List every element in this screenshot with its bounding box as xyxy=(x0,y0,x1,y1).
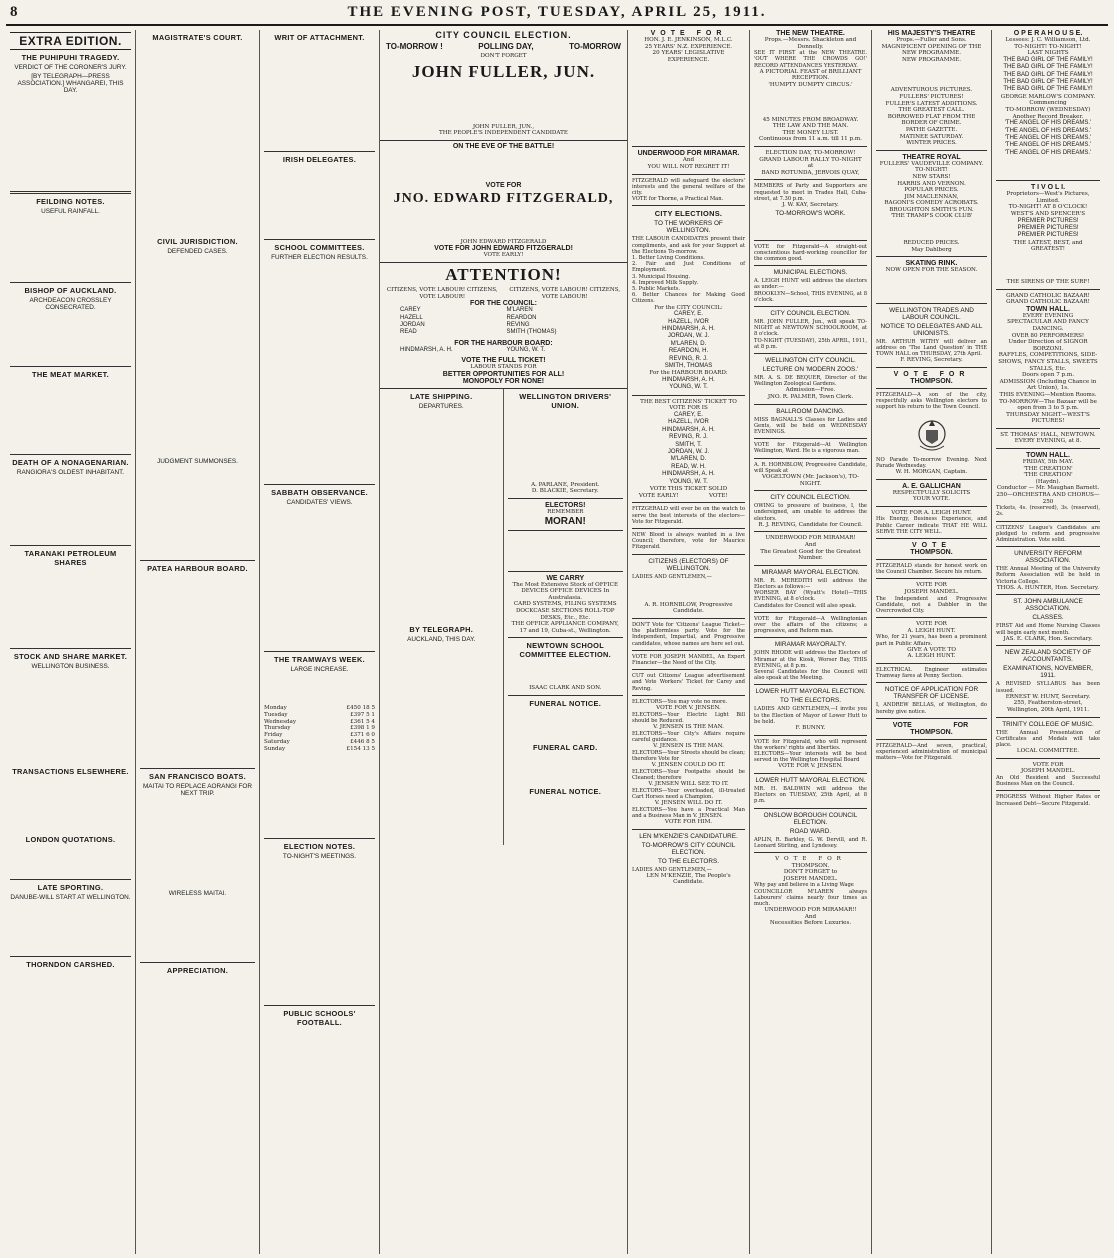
ad-body xyxy=(754,219,867,237)
remember: REMEMBER xyxy=(547,508,584,515)
column-1 xyxy=(6,30,136,1254)
council-candidate: READ xyxy=(400,329,417,336)
column-3 xyxy=(260,30,380,1254)
candidate-signature: JOHN FULLER, JUN., xyxy=(472,123,535,130)
electors-heading: ELECTORS! xyxy=(545,501,586,509)
article-body xyxy=(10,569,131,645)
labour-ticket-ad xyxy=(380,265,627,389)
writ-heading: WRIT OF ATTACHMENT. xyxy=(274,33,365,42)
full-ticket: VOTE THE FULL TICKET! xyxy=(461,357,546,365)
candidate-name: JOHN FULLER, JUN. xyxy=(411,61,596,81)
stock-subheading: WELLINGTON BUSINESS. xyxy=(31,663,110,670)
article-body xyxy=(10,478,131,542)
no-regret: YOU WILL NOT REGRET IT! xyxy=(647,163,730,170)
theatre-royal: THEATRE ROYAL xyxy=(902,153,961,161)
civil-heading: CIVIL JURISDICTION. xyxy=(157,237,238,246)
moran: MORAN! xyxy=(544,515,586,527)
column-4-lower xyxy=(380,389,504,845)
bishop-heading: BISHOP OF AUCKLAND. xyxy=(24,286,117,295)
feilding-subheading: USEFUL RAINFALL. xyxy=(41,208,100,215)
tomorrow-right: TO-MORROW xyxy=(569,42,621,51)
vote-fitzgerald: VOTE FOR JOHN EDWARD FITZGERALD! xyxy=(434,245,573,253)
legislative: 20 YEARS' LEGISLATIVE EXPERIENCE. xyxy=(652,50,725,63)
platform-list: 1. Better Living Conditions. 2. Fair and Just Conditions of Employment. 3. Municipal Housing. 4. Improved Milk Supply. 5. Public Markets. 6. Better Chances for Making Good Citizens. xyxy=(632,254,745,305)
harbour-candidate: HINDMARSH, A. H. xyxy=(400,346,453,353)
page-number: 8 xyxy=(10,4,18,20)
departures-subheading: DEPARTURES. xyxy=(418,402,464,410)
polling-day: POLLING DAY, xyxy=(478,42,534,51)
wireless-subheading: WIRELESS MAITAI. xyxy=(168,890,227,897)
column-2 xyxy=(136,30,260,1254)
experience: 25 YEARS' N.Z. EXPERIENCE. xyxy=(644,43,733,50)
article-body xyxy=(10,381,131,451)
tragedy-byline: [BY TELEGRAPH—PRESS ASSOCIATION.] WHANGAREI, THIS DAY. xyxy=(17,73,124,94)
isaac-clark: ISAAC CLARK AND SON. xyxy=(529,685,602,692)
article-body xyxy=(140,44,255,234)
blackie: D. BLACKIE, Secretary. xyxy=(531,488,599,495)
shipping-heading: LATE SHIPPING. xyxy=(410,391,473,401)
civil-subheading: DEFENDED CASES. xyxy=(167,248,228,255)
new-theatre: THE NEW THEATRE. xyxy=(776,30,845,37)
drivers-union-heading: WELLINGTON DRIVERS' UNION. xyxy=(519,391,612,410)
article-body xyxy=(264,44,375,148)
table-row: Wednesday £361 5 4 xyxy=(264,718,375,725)
article-body xyxy=(264,508,375,648)
vote-this-ticket: VOTE THIS TICKET SOLID xyxy=(649,486,728,493)
sf-subheading: MAITAI TO REPLACE AORANGI FOR NEXT TRIP. xyxy=(142,783,253,797)
office-devices: The Most Extensive Stock of OFFICE DEVICES OFFICE DEVICES In Australasia. xyxy=(512,581,619,601)
appreciation-heading: APPRECIATION. xyxy=(166,966,229,975)
attention-heading: ATTENTION! xyxy=(445,264,562,284)
article-body xyxy=(10,217,131,279)
tramways-subheading: LARGE INCREASE. xyxy=(290,666,349,673)
ad-body xyxy=(876,63,987,87)
article-body xyxy=(508,661,624,685)
feilding-heading: FEILDING NOTES. xyxy=(36,197,105,206)
ad-body xyxy=(876,220,987,240)
ad-body xyxy=(876,274,987,300)
article-body xyxy=(508,798,624,838)
dont-forget: DON'T FORGET xyxy=(480,53,527,59)
bishop-subheading: ARCHDEACON CROSSLEY CONSECRATED. xyxy=(29,297,112,311)
ad-body xyxy=(380,150,627,182)
article-body xyxy=(140,899,255,959)
sf-heading: SAN FRANCISCO BOATS. xyxy=(148,772,246,781)
taranaki-heading: TARANAKI PETROLEUM SHARES xyxy=(24,549,117,567)
tramways-heading: THE TRAMWAYS WEEK. xyxy=(274,655,365,664)
article-body xyxy=(10,778,131,832)
ad-body xyxy=(632,580,745,602)
election-heading: ELECTION NOTES. xyxy=(283,841,356,851)
article-body xyxy=(264,755,375,835)
gallichan: A. E. GALLICHAN xyxy=(902,482,961,490)
ad-body xyxy=(754,89,867,117)
election-ad-fuller xyxy=(380,30,627,141)
column-5-lower xyxy=(504,389,628,845)
article-body xyxy=(384,645,499,845)
column-7: THE NEW THEATRE. Props.—Messrs. Shackleton and Donnelly. SEE IT FIRST at the NEW THEATRE. 'OUT WHERE THE CROWDS GO!' RECORD ATTENDANCES YESTERDAY. A PICTORIAL FEAST of BRILLIANT RECEPTION. 'HUMPTY DUMPTY CIRCUS.' 45 MINUTES FROM BROADWAY. THE LAW AND THE MAN. THE MONEY LUST. Continuous from 11 a.m. till 11 p.m. ELECTION DAY, TO-MORROW! GRAND LABOUR RALLY TO-NIGHT at BAND ROTUNDA, JERVOIS QUAY, MEMBERS of Party and Supporters are requested to meet in Trades Hall, Cuba-street, at 7.30 p.m. J. W. KAY, Secretary. TO-MORROW'S WORK. VOTE for Fitzgerald—A straight-out conscientious hard-working councillor for the common good. MUNICIPAL ELECTIONS. A. LEIGH HUNT will address the electors as under:— BROOKLYN—School, THIS EVENING, at 8 o'clock. CITY COUNCIL ELECTION. MR. JOHN FULLER, Jun., will speak TO-NIGHT at NEWTOWN SCHOOLROOM, at 8 o'clock. TO-NIGHT (TUESDAY), 25th APRIL, 1911, at 8 p.m. WELLINGTON CITY COUNCIL. LECTURE ON 'MODERN ZOOS.' MR. A. S. DE BEQUER, Director of the Wellington Zoological Gardens. Admission—Free. JNO. R. PALMER, Town Clerk. BALLROOM DANCING. MISS BAGNALL'S Classes for Ladies and Gents, will be held on WEDNESDAY EVENINGS. VOTE for Fitzgerald—At Wellington Wellington, Ward. He is a vigorous man. A. R. HORNBLOW, Progressive Candidate, will Speak at VOGELTOWN (Mr. Jackson's), TO-NIGHT. CITY COUNCIL ELECTION. OWING to pressure of business, I, the undersigned, am unable to address the electors. R. J. REVING, Candidate for Council. UNDERWOOD FOR MIRAMAR! And The Greatest Good for the Greatest Number. MIRAMAR MAYORAL ELECTION. MR. R. MEREDITH will address the Electors as follows:— WORSER BAY (Wyatt's Hotel)—THIS EVENING, at 8 o'clock. Candidates for Council will also speak. VOTE for Fitzgerald—A Wellingtonian over the affairs of the citizens; a progressive, and Reform man. MIRAMAR MAYORALTY. JOHN RHODE will address the Electors of Miramar at the Kiosk, Worser Bay, THIS EVENING, at 8 p.m. Several Candidates for the Council will also speak at the Meeting. LOWER HUTT MAYORAL ELECTION. TO THE ELECTORS. LADIES AND GENTLEMEN,—I invite you to the Election of Mayor of Lower Hutt to be held. F. BUNNY. VOTE for Fitzgerald, who will represent the workers' rights and liberties. ELECTORS—Your interests will be best served in the Wellington Hospital Board VOTE FOR V. JENSEN. LOWER HUTT MAYORAL ELECTION. MR. H. BALDWIN will address the Electors on TUESDAY, 25th April, at 8 p.m. ONSLOW BOROUGH COUNCIL ELECTION. ROAD WARD. APLIN, R. Barkley, G. W. Dervill, and R. Leonard Stirling, and Lyndesey. VOTE FOR THOMPSON. DON'T FORGET to JOSEPH MANDEL. Why pay and believe in a Living Wage COUNCILLOR M'LAREN always Labourers' claims nearly four times as much. UNDERWOOD FOR MIRAMAR!! And Necessities Before Luxuries. xyxy=(750,30,872,1254)
article-body xyxy=(508,412,624,482)
table-row: Tuesday £397 5 1 xyxy=(264,711,375,718)
tomorrow-left: TO-MORROW ! xyxy=(386,42,443,51)
tragedy-subheading: VERDICT OF THE CORONER'S JURY. xyxy=(14,64,127,71)
thorndon-heading: THORNDON CARSHED. xyxy=(26,960,115,969)
columns-4-5 xyxy=(380,30,628,1254)
ad-body xyxy=(996,253,1100,279)
patea-heading: PATEA HARBOUR BOARD. xyxy=(147,564,248,573)
column-8: HIS MAJESTY'S THEATRE Props.—Fuller and Sons. MAGNIFICENT OPENING OF THE NEW PROGRAMME. NEW PROGRAMME. ADVENTUROUS PICTURES. FULLERS' PICTURES! FULLER'S LATEST ADDITIONS. THE GREATEST CALL. BORROWED FLAT FROM THE BORDER OF CRIME. PATHE GAZETTE. MATINEE SATURDAY. WINTER PRICES. THEATRE ROYAL FULLERS' VAUDEVILLE COMPANY. TO-NIGHT! NEW STARS! HARRIS AND VERNON. POPULAR PRICES. JIM MACLENNAN, RAGONI'S COMEDY ACROBATS. BROUGHTON SMITH'S FUN. 'THE TRAMP'S COOK CLUB' REDUCED PRICES. May Dahlberg SKATING RINK. NOW OPEN FOR THE SEASON. WELLINGTON TRADES AND LABOUR COUNCIL. NOTICE TO DELEGATES AND ALL UNIONISTS. MR. ARTHUR WITHY will deliver an address on 'The Land Question' in THE TOWN HALL on THURSDAY, 27th April. F. REVING, Secretary. VOTE FOR THOMPSON. FITZGERALD—A son of the city, respectfully asks Wellington electors to support his return to the Town Council. NO Parade To-morrow Evening. Next Parade Wednesday. W. H. MORGAN, Captain. A. E. GALLICHAN RESPECTFULLY SOLICITS YOUR VOTE. VOTE FOR A. LEIGH HUNT. His Energy, Business Experience, and Public Career indicate THAT HE WILL SERVE THE CITY WELL. VOTE THOMPSON. FITZGERALD stands for honest work on the Council Chamber. Secure his return. VOTE FOR JOSEPH MANDEL. The Independent and Progressive Candidate, not a Dabbler in the Overcrowded City. VOTE FOR A. LEIGH HUNT. Who, for 21 years, has been a prominent part in Public Affairs. GIVE A VOTE TO A. LEIGH HUNT. ELECTRICAL Engineer estimates Tramway fares at Penny Section. NOTICE OF APPLICATION FOR TRANSFER OF LICENSE. I, ANDREW BELLAS, of Wellington, do hereby give notice. VOTE FOR THOMPSON. FITZGERALD—And seven, practical, experienced administration of municipal matters—Vote for Fitzgerald. xyxy=(872,30,992,1254)
vote-for: VOTE FOR xyxy=(650,30,727,37)
council-candidate: CAREY xyxy=(400,307,421,314)
parlane: A. PARLANE, President. xyxy=(531,481,600,488)
for-harbour-board: FOR THE HARBOUR BOARD: xyxy=(454,339,553,347)
article-body xyxy=(508,534,624,568)
table-row: Thursday £398 1 9 xyxy=(264,725,375,732)
article-body xyxy=(140,467,255,557)
telegraph-heading: BY TELEGRAPH. xyxy=(409,624,474,634)
newtown-heading: NEWTOWN SCHOOL COMMITTEE ELECTION. xyxy=(519,641,611,660)
ad-body xyxy=(996,157,1100,177)
article-body xyxy=(140,977,255,1127)
election-ad-fitzgerald xyxy=(380,143,627,263)
school-subheading: FURTHER ELECTION RESULTS. xyxy=(271,254,368,261)
table-row: Sunday £154 13 5 xyxy=(264,745,375,752)
council-candidate: M'LAREN xyxy=(506,307,533,314)
article-body xyxy=(140,575,255,765)
table-row: Friday £371 6 0 xyxy=(264,732,375,739)
article-body xyxy=(508,754,624,784)
jenkinson: HON. J. E. JENKINSON, M.L.C. xyxy=(644,37,733,43)
council-candidate: REVING xyxy=(506,321,530,328)
transactions-heading: TRANSACTIONS ELSEWHERE. xyxy=(12,767,129,776)
fitzgerald-ad: FITZGERALD will safeguard the electors' interests and the general welfare of the city. xyxy=(632,177,745,196)
judgment-subheading: JUDGMENT SUMMONSES. xyxy=(157,458,238,465)
article-body xyxy=(10,971,131,1091)
sabbath-subheading: CANDIDATES' VIEWS. xyxy=(286,499,353,506)
eve-battle: ON THE EVE OF THE BATTLE! xyxy=(452,142,555,150)
article-body xyxy=(508,710,624,740)
to-workers: TO THE WORKERS OF WELLINGTON. xyxy=(654,220,723,235)
citizens-vote-left: CITIZENS, VOTE LABOUR! CITIZENS, VOTE LABOUR! xyxy=(386,286,498,300)
article-body xyxy=(10,96,131,188)
tramways-table xyxy=(264,705,375,753)
column-6: VOTE FOR HON. J. E. JENKINSON, M.L.C. 25 YEARS' N.Z. EXPERIENCE. 20 YEARS' LEGISLATIVE EXPERIENCE. UNDERWOOD FOR MIRAMAR. And YOU WILL NOT REGRET IT! FITZGERALD will safeguard the electors' interests and the general welfare of the city. VOTE for Thorne, a Practical Man. CITY ELECTIONS. TO THE WORKERS OF WELLINGTON. THE LABOUR CANDIDATES present their compliments, and ask for your Support at the Elections To-morrow. 1. Better Living Conditions. 2. Fair and Just Conditions of Employment. 3. Municipal Housing. 4. Improved Milk Supply. 5. Public Markets. 6. Better Chances for Making Good Citizens. For the CITY COUNCIL: CAREY, E. HAZELL, IVOR HINDMARSH, A. H. JORDAN, W. J. M'LAREN, D. REARDON, H. REVING, R. J. SMITH, THOMAS For the HARBOUR BOARD: HINDMARSH, A. H. YOUNG, W. T. THE BEST CITIZENS' TICKET TO VOTE FOR IS CAREY, E. HAZELL, IVOR HINDMARSH, A. H. REVING, R. J. SMITH, T. JORDAN, W. J. M'LAREN, D. READ, W. H. HINDMARSH, A. H. YOUNG, W. T. VOTE THIS TICKET SOLID VOTE EARLY! VOTE! FITZGERALD will ever be on the watch to serve the best interests of the electors—Vote for Fitzgerald. NEW Blood is always wanted in a live Council; therefore, vote for Maurice Fitzgerald. CITIZENS (ELECTORS) OF WELLINGTON. LADIES AND GENTLEMEN,— A. R. HORNBLOW, Progressive Candidate. DON'T Vote for 'Citizens' League Ticket—the platformless party. Vote for the Independent, Impartial, and Progressive candidates, whose names are here set out. VOTE FOR JOSEPH MANDEL, An Expert Financier—the Need of the City. CUT out Citizens' League advertisement and Vote Workers' Ticket for Carey and Reving. ELECTORS—You may vote no more. VOTE FOR V. JENSEN. ELECTORS—Your Electric Light Bill should be Reduced. V. JENSEN IS THE MAN. ELECTORS—Your City's Affairs require careful guidance. V. JENSEN IS THE MAN. ELECTORS—Your Streets should be clean; therefore Vote for V. JENSEN COULD DO IT. ELECTORS—Your Footpaths should be Cleaned; therefore V. JENSEN WILL SEE TO IT. ELECTORS—Your overloaded, ill-treated Cart Horses need a Champion. V. JENSEN WILL DO IT. ELECTORS—You have a Practical Man and a Business Man in V. JENSEN. VOTE FOR HIM. LEN M'KENZIE'S CANDIDATURE. TO-MORROW'S CITY COUNCIL ELECTION. TO THE ELECTORS. LADIES AND GENTLEMEN,— LEN M'KENZIE, The People's Candidate. xyxy=(628,30,750,1254)
council-candidate: SMITH (THOMAS) xyxy=(506,329,557,336)
council-candidate: JORDAN xyxy=(400,321,425,328)
table-row: Monday £450 18 5 xyxy=(264,705,375,711)
article-body xyxy=(10,313,131,363)
council-list: CAREY, E. HAZELL, IVOR HINDMARSH, A. H. JORDAN, W. J. M'LAREN, D. REARDON, H. REVING, R. J. SMITH, THOMAS xyxy=(662,311,715,370)
council-candidate: HAZELL xyxy=(400,314,423,321)
monopoly-none: MONOPOLY FOR NONE! xyxy=(462,377,545,385)
funeral-notice: FUNERAL NOTICE. xyxy=(529,698,602,708)
irish-heading: IRISH DELEGATES. xyxy=(282,155,357,164)
meat-heading: THE MEAT MARKET. xyxy=(32,370,109,379)
tragedy-heading: THE PUHIPUHI TRAGEDY. xyxy=(21,53,120,62)
article-body xyxy=(10,672,131,764)
london-heading: LONDON QUOTATIONS. xyxy=(25,835,116,844)
ad-body xyxy=(380,209,627,239)
thorne-ad: VOTE for Thorne, a Practical Man. xyxy=(632,196,724,203)
court-heading: MAGISTRATE'S COURT. xyxy=(152,33,243,42)
telegraph-subheading: AUCKLAND, THIS DAY. xyxy=(407,635,476,643)
article-body xyxy=(10,846,131,876)
column-9: O P E R A H O U S E. Lessees: J. C. Williamson, Ltd. TO-NIGHT! TO-NIGHT! LAST NIGHTS THE BAD GIRL OF THE FAMILY! THE BAD GIRL OF THE FAMILY! THE BAD GIRL OF THE FAMILY! THE BAD GIRL OF THE FAMILY! THE BAD GIRL OF THE FAMILY! GEORGE MARLOW'S COMPANY. Commencing TO-MORROW (WEDNESDAY) Another Record Breaker. 'THE ANGEL OF HIS DREAMS.' 'THE ANGEL OF HIS DREAMS.' 'THE ANGEL OF HIS DREAMS.' 'THE ANGEL OF HIS DREAMS.' 'THE ANGEL OF HIS DREAMS.' T I V O L I. Proprietors—West's Pictures, Limited. TO-NIGHT! AT 8 O'CLOCK! WEST'S AND SPENCER'S PREMIER PICTURES! PREMIER PICTURES! PREMIER PICTURES! THE LATEST, BEST, and GREATEST! THE SIRENS OF THE SURF! GRAND CATHOLIC BAZAAR! GRAND CATHOLIC BAZAAR! TOWN HALL. EVERY EVENING SPECTACULAR AND FANCY DANCING. OVER 80 PERFORMERS! Under Direction of SIGNOR BORZONI. RAFFLES, COMPETITIONS, SIDE-SHOWS, FANCY STALLS, SWEETS STALLS, Etc. Doors open 7 p.m. ADMISSION (Including Chance in Art Union), 1s. THIS EVENING—Mention Rooms. TO-MORROW—The Bazaar will be open from 3 to 5 p.m. THURSDAY NIGHT—WEST'S PICTURES! ST. THOMAS' HALL, NEWTOWN. EVERY EVENING, at 8. TOWN HALL. FRIDAY, 5th MAY. 'THE CREATION' 'THE CREATION' (Haydn). Conductor — Mr. Maughan Barnett. 250—ORCHESTRA AND CHORUS—250 Tickets, 4s. (reserved), 3s. (reserved), 2s. CITIZENS' League's Candidates are pledged to reform and progressive Administration. Vote solid. UNIVERSITY REFORM ASSOCIATION. THE Annual Meeting of the University Reform Association will be held in Victoria College. THOS. A. HUNTER, Hon. Secretary. ST. JOHN AMBULANCE ASSOCIATION. CLASSES. FIRST Aid and Home Nursing Classes will begin early next month. JAS. E. CLARK, Hon. Secretary. NEW ZEALAND SOCIETY OF ACCOUNTANTS. EXAMINATIONS, NOVEMBER, 1911. A REVISED SYLLABUS has been issued. ERNEST W. HUNT, Secretary. 255, Featherston-street, Wellington, 20th April, 1911. TRINITY COLLEGE OF MUSIC. THE Annual Presentation of Certificates and Medals will take place. LOCAL COMMITTEE. VOTE FOR JOSEPH MANDEL. An Old Resident and Successful Business Man on the Council. PROGRESS Without Higher Rates or Increased Debt—Secure Fitzgerald. xyxy=(996,30,1100,807)
better-opportunities: BETTER OPPORTUNITIES FOR ALL! xyxy=(442,370,565,378)
football-heading: PUBLIC SCHOOLS' FOOTBALL. xyxy=(283,1008,356,1027)
vote-early: VOTE EARLY! xyxy=(483,252,524,259)
harbour-candidate: YOUNG, W. T. xyxy=(506,346,546,353)
ad-body xyxy=(380,84,627,124)
for-the-council: FOR THE COUNCIL: xyxy=(470,300,537,308)
opera-house: O P E R A H O U S E. xyxy=(1013,30,1083,37)
article-body xyxy=(264,675,375,703)
masthead xyxy=(6,4,1108,26)
skating-rink: SKATING RINK. xyxy=(905,260,958,268)
labour-stands: LABOUR STANDS FOR xyxy=(470,364,537,371)
article-body xyxy=(140,799,255,889)
sporting-subheading: DANUBE-WILL START AT WELLINGTON. xyxy=(10,894,131,901)
funeral-card: FUNERAL CARD. xyxy=(532,742,598,752)
council-candidate: REARDON xyxy=(506,314,537,321)
newspaper-title: THE EVENING POST, TUESDAY, APRIL 25, 1911. xyxy=(347,4,767,20)
candidate-title: THE PEOPLE'S INDEPENDENT CANDIDATE xyxy=(439,130,568,137)
council-election-title: CITY COUNCIL ELECTION. xyxy=(435,30,572,40)
death-heading: DEATH OF A NONAGENARIAN. xyxy=(12,458,129,467)
city-elections: CITY ELECTIONS. xyxy=(654,209,723,219)
we-carry: WE CARRY xyxy=(546,574,585,582)
citizens-vote-right: CITIZENS, VOTE LABOUR! CITIZENS, VOTE LABOUR! xyxy=(509,286,621,300)
school-heading: SCHOOL COMMITTEES. xyxy=(274,243,365,252)
funeral-notice-2: FUNERAL NOTICE. xyxy=(529,786,602,796)
table-row: Saturday £446 8 5 xyxy=(264,738,375,745)
article-body xyxy=(264,166,375,236)
sporting-heading: LATE SPORTING. xyxy=(37,883,104,892)
article-body xyxy=(10,903,131,953)
article-body xyxy=(264,1029,375,1129)
best-ticket: THE BEST CITIZENS' TICKET TO VOTE FOR IS xyxy=(640,398,737,412)
fitzgerald-signature: JOHN EDWARD FITZGERALD xyxy=(460,238,547,245)
article-body xyxy=(140,257,255,457)
vote-for: VOTE FOR xyxy=(485,181,522,189)
regimental-crest-icon xyxy=(909,414,955,454)
card-systems: CARD SYSTEMS, FILING SYSTEMS DOCKCASE SECTIONS ROLL-TOP DESKS, Etc., Etc. xyxy=(513,601,617,621)
article-body xyxy=(264,263,375,481)
death-subheading: RANGIORA'S OLDEST INHABITANT. xyxy=(16,469,125,476)
election-subheading: TO-NIGHT'S MEETINGS. xyxy=(282,852,357,860)
sabbath-heading: SABBATH OBSERVANCE. xyxy=(271,488,368,497)
fitzgerald-name: JNO. EDWARD FITZGERALD, xyxy=(393,190,614,206)
ad-body xyxy=(632,63,745,143)
underwood-ad: UNDERWOOD FOR MIRAMAR. xyxy=(637,150,740,158)
his-majestys: HIS MAJESTY'S THEATRE xyxy=(887,30,976,37)
article-body xyxy=(264,862,375,1002)
office-appliance: THE OFFICE APPLIANCE COMPANY, 17 and 19, Cuba-st., Wellington. xyxy=(511,621,619,634)
stock-heading: STOCK AND SHARE MARKET. xyxy=(13,652,128,661)
article-body xyxy=(384,412,499,622)
extra-edition-heading: EXTRA EDITION. xyxy=(10,32,131,50)
